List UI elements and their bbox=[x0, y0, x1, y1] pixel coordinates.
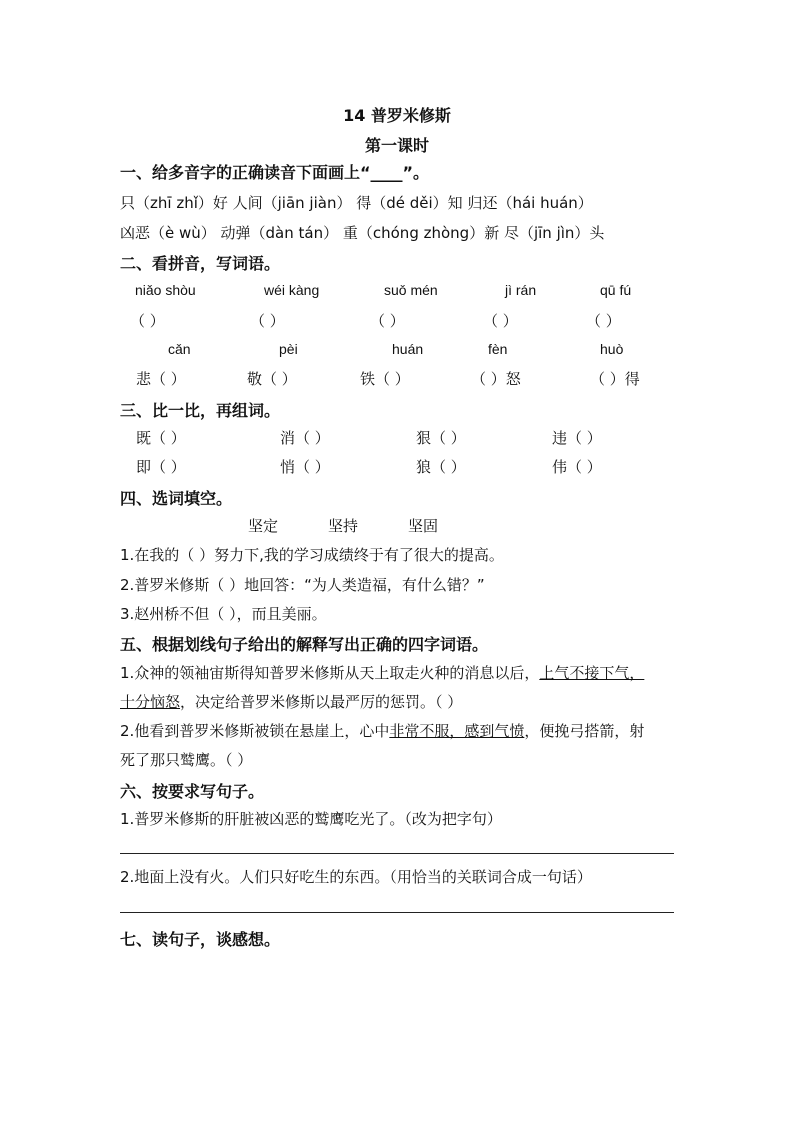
answer-line[interactable] bbox=[120, 853, 674, 854]
sentence-text: ，便挽弓搭箭，射 bbox=[524, 722, 645, 740]
pinyin-item: pèi bbox=[279, 341, 298, 357]
pinyin-item: qū fú bbox=[600, 282, 632, 298]
sentence-text: 1.众神的领袖宙斯得知普罗米修斯从天上取走火种的消息以后， bbox=[120, 664, 540, 682]
section-5-heading: 五、根据划线句子给出的解释写出正确的四字词语。 bbox=[120, 635, 489, 654]
sentence-text: 2.他看到普罗米修斯被锁在悬崖上，心中 bbox=[120, 722, 390, 740]
word-blank[interactable]: 敬（ ） bbox=[247, 370, 297, 388]
pinyin-item: huò bbox=[600, 341, 624, 357]
compare-word-blank[interactable]: 狼（ ） bbox=[416, 458, 466, 476]
pinyin-item: niǎo shòu bbox=[135, 282, 196, 298]
pinyin-item: fèn bbox=[488, 341, 508, 357]
pinyin-item: huán bbox=[392, 341, 424, 357]
word-choice: 坚定 bbox=[248, 517, 279, 535]
section-6-heading: 六、按要求写句子。 bbox=[120, 782, 265, 801]
compare-word-blank[interactable]: 伟（ ） bbox=[552, 458, 602, 476]
rewrite-question-2: 2.地面上没有火。人们只好吃生的东西。（用恰当的关联词合成一句话） bbox=[120, 868, 592, 886]
compare-word-blank[interactable]: 既（ ） bbox=[136, 429, 186, 447]
underlined-phrase: 非常不服，感到气愤 bbox=[389, 722, 525, 740]
underlined-phrase: 上气不接下气， bbox=[539, 664, 645, 682]
explain-question-1-line-2[interactable] bbox=[120, 691, 462, 712]
compare-word-blank[interactable]: 消（ ） bbox=[280, 429, 330, 447]
answer-parentheses[interactable]: （ ） bbox=[130, 312, 165, 330]
fill-question-3[interactable]: 3.赵州桥不但（ ），而且美丽。 bbox=[120, 605, 327, 623]
answer-line[interactable] bbox=[120, 912, 674, 913]
word-blank[interactable]: （ ）怒 bbox=[471, 370, 521, 388]
pinyin-item: cǎn bbox=[168, 341, 191, 357]
section-1-heading: 一、给多音字的正确读音下面画上“____”。 bbox=[120, 163, 430, 182]
pinyin-item: wéi kàng bbox=[264, 282, 320, 298]
lesson-title: 14 普罗米修斯 bbox=[343, 106, 451, 125]
word-blank[interactable]: （ ）得 bbox=[590, 370, 640, 388]
answer-parentheses[interactable]: （ ） bbox=[370, 312, 405, 330]
underlined-phrase: 十分恼怒 bbox=[120, 693, 181, 711]
pinyin-item: suǒ mén bbox=[384, 282, 438, 298]
polyphone-line-1: 只（zhī zhǐ）好 人间（jiān jiàn） 得（dé děi）知 归还（hái huán） bbox=[120, 194, 593, 212]
section-2-heading: 二、看拼音，写词语。 bbox=[120, 254, 281, 273]
compare-word-blank[interactable]: 悄（ ） bbox=[280, 458, 330, 476]
section-4-heading: 四、选词填空。 bbox=[120, 489, 233, 508]
word-choice: 坚持 bbox=[328, 517, 359, 535]
fill-question-1[interactable]: 1.在我的（ ）努力下,我的学习成绩终于有了很大的提高。 bbox=[120, 546, 504, 564]
answer-parentheses[interactable]: （ ） bbox=[586, 312, 621, 330]
fill-question-2[interactable]: 2.普罗米修斯（ ）地回答：“为人类造福，有什么错？” bbox=[120, 576, 485, 594]
section-3-heading: 三、比一比，再组词。 bbox=[120, 401, 281, 420]
compare-word-blank[interactable]: 狠（ ） bbox=[416, 429, 466, 447]
word-blank[interactable]: 悲（ ） bbox=[136, 370, 186, 388]
sentence-text: ，决定给普罗米修斯以最严厉的惩罚。（ ） bbox=[180, 693, 463, 711]
compare-word-blank[interactable]: 即（ ） bbox=[136, 458, 186, 476]
section-7-heading: 七、读句子，谈感想。 bbox=[120, 930, 281, 949]
explain-question-2-line-2[interactable]: 死了那只鹫鹰。（ ） bbox=[120, 751, 253, 769]
rewrite-question-1: 1.普罗米修斯的肝脏被凶恶的鹫鹰吃光了。（改为把字句） bbox=[120, 810, 502, 828]
polyphone-line-2: 凶恶（è wù） 动弹（dàn tán） 重（chóng zhòng）新 尽（jīn jìn）头 bbox=[120, 224, 605, 242]
word-choice: 坚固 bbox=[408, 517, 439, 535]
answer-parentheses[interactable]: （ ） bbox=[250, 312, 285, 330]
word-blank[interactable]: 铁（ ） bbox=[360, 370, 410, 388]
lesson-subtitle: 第一课时 bbox=[364, 136, 429, 155]
explain-question-1-line-1 bbox=[120, 662, 644, 683]
pinyin-item: jì rán bbox=[505, 282, 537, 298]
answer-parentheses[interactable]: （ ） bbox=[483, 312, 518, 330]
explain-question-2-line-1 bbox=[120, 720, 644, 741]
compare-word-blank[interactable]: 违（ ） bbox=[552, 429, 602, 447]
